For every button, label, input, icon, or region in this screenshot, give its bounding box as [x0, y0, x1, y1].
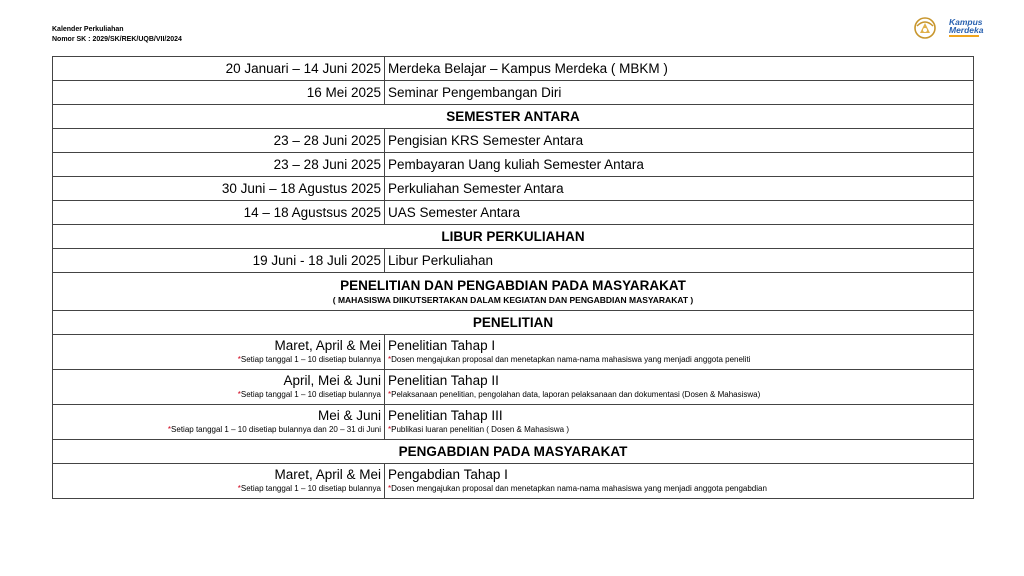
activity-note-text: Dosen mengajukan proposal dan menetapkan nama-nama mahasiswa yang menjadi anggota pengabdian [391, 484, 767, 493]
activity-text: Penelitian Tahap I [388, 338, 496, 353]
section-header-row [53, 105, 974, 129]
activity-cell: UAS Semester Antara [385, 201, 974, 225]
activity-cell: Merdeka Belajar – Kampus Merdeka ( MBKM ) [385, 57, 974, 81]
logo-line-2: Merdeka [949, 25, 984, 35]
table-row [53, 81, 974, 105]
asterisk-icon: * [388, 425, 392, 434]
date-text: Mei & Juni [317, 408, 381, 423]
activity-text: Penelitian Tahap III [388, 408, 503, 423]
section-header-row [53, 311, 974, 335]
activity-cell: Libur Perkuliahan [385, 249, 974, 273]
date-text: Maret, April & Mei [274, 467, 381, 482]
document-title: Kalender Perkuliahan [52, 26, 124, 33]
date-cell: 23 – 28 Juni 2025 [53, 153, 385, 177]
sk-number: Nomor SK : 2029/SK/REK/UQB/VII/2024 [52, 36, 182, 43]
asterisk-icon: * [388, 390, 392, 399]
date-cell [53, 370, 385, 405]
activity-text: Penelitian Tahap II [388, 373, 499, 388]
table-row [53, 201, 974, 225]
date-note [56, 483, 381, 495]
activity-cell: Pembayaran Uang kuliah Semester Antara [385, 153, 974, 177]
table-row [53, 335, 974, 370]
section-title: LIBUR PERKULIAHAN [53, 225, 974, 249]
date-note-text: Setiap tanggal 1 – 10 disetiap bulannya [240, 355, 381, 364]
date-text: Maret, April & Mei [274, 338, 381, 353]
table-row [53, 57, 974, 81]
activity-text: Pengabdian Tahap I [388, 467, 508, 482]
activity-note [388, 354, 970, 366]
date-note [56, 424, 381, 436]
document-header [52, 25, 182, 45]
calendar-table [52, 56, 974, 499]
table-row [53, 129, 974, 153]
kampus-merdeka-logo [949, 18, 984, 34]
date-cell: 16 Mei 2025 [53, 81, 385, 105]
date-note-text: Setiap tanggal 1 – 10 disetiap bulannya [240, 390, 381, 399]
section-title: PENELITIAN DAN PENGABDIAN PADA MASYARAKAT [340, 278, 686, 293]
section-title: PENELITIAN [53, 311, 974, 335]
asterisk-icon: * [237, 355, 241, 364]
activity-cell [385, 335, 974, 370]
date-cell: 30 Juni – 18 Agustus 2025 [53, 177, 385, 201]
date-cell: 14 – 18 Agustsus 2025 [53, 201, 385, 225]
activity-note-text: Dosen mengajukan proposal dan menetapkan nama-nama mahasiswa yang menjadi anggota peneliti [391, 355, 751, 364]
date-text: April, Mei & Juni [283, 373, 381, 388]
logo-group [913, 16, 983, 42]
date-note-text: Setiap tanggal 1 – 10 disetiap bulannya [240, 484, 381, 493]
logo-accent-bar [949, 35, 979, 37]
table-row [53, 370, 974, 405]
date-cell: 20 Januari – 14 Juni 2025 [53, 57, 385, 81]
asterisk-icon: * [388, 484, 392, 493]
date-cell: 19 Juni - 18 Juli 2025 [53, 249, 385, 273]
activity-cell: Seminar Pengembangan Diri [385, 81, 974, 105]
date-cell [53, 335, 385, 370]
activity-note-text: Pelaksanaan penelitian, pengolahan data, laporan pelaksanaan dan dokumentasi (Dosen & Mahasiswa) [391, 390, 761, 399]
date-note [56, 389, 381, 401]
activity-cell [385, 370, 974, 405]
section-title: PENGABDIAN PADA MASYARAKAT [53, 440, 974, 464]
table-row [53, 249, 974, 273]
date-note [56, 354, 381, 366]
asterisk-icon: * [167, 425, 172, 434]
university-seal-icon [913, 16, 937, 40]
activity-note [388, 389, 970, 401]
section-header-row [53, 225, 974, 249]
table-row [53, 153, 974, 177]
asterisk-icon: * [237, 484, 241, 493]
activity-note-text: Publikasi luaran penelitian ( Dosen & Mahasiswa ) [391, 425, 569, 434]
section-subtitle: ( MAHASISWA DIIKUTSERTAKAN DALAM KEGIATAN DAN PENGABDIAN MASYARAKAT ) [332, 295, 694, 305]
activity-note [388, 424, 970, 436]
activity-cell [385, 464, 974, 499]
table-row [53, 177, 974, 201]
section-header-row [53, 273, 974, 311]
date-cell: 23 – 28 Juni 2025 [53, 129, 385, 153]
date-cell [53, 405, 385, 440]
date-cell [53, 464, 385, 499]
table-row [53, 464, 974, 499]
activity-cell [385, 405, 974, 440]
asterisk-icon: * [388, 355, 392, 364]
activity-note [388, 483, 970, 495]
section-title-block [53, 273, 974, 311]
asterisk-icon: * [237, 390, 241, 399]
section-header-row [53, 440, 974, 464]
activity-cell: Pengisian KRS Semester Antara [385, 129, 974, 153]
logo-line-1: Kampus [949, 17, 983, 27]
activity-cell: Perkuliahan Semester Antara [385, 177, 974, 201]
table-row [53, 405, 974, 440]
section-title: SEMESTER ANTARA [53, 105, 974, 129]
date-note-text: Setiap tanggal 1 – 10 disetiap bulannya dan 20 – 31 di Juni [171, 425, 381, 434]
